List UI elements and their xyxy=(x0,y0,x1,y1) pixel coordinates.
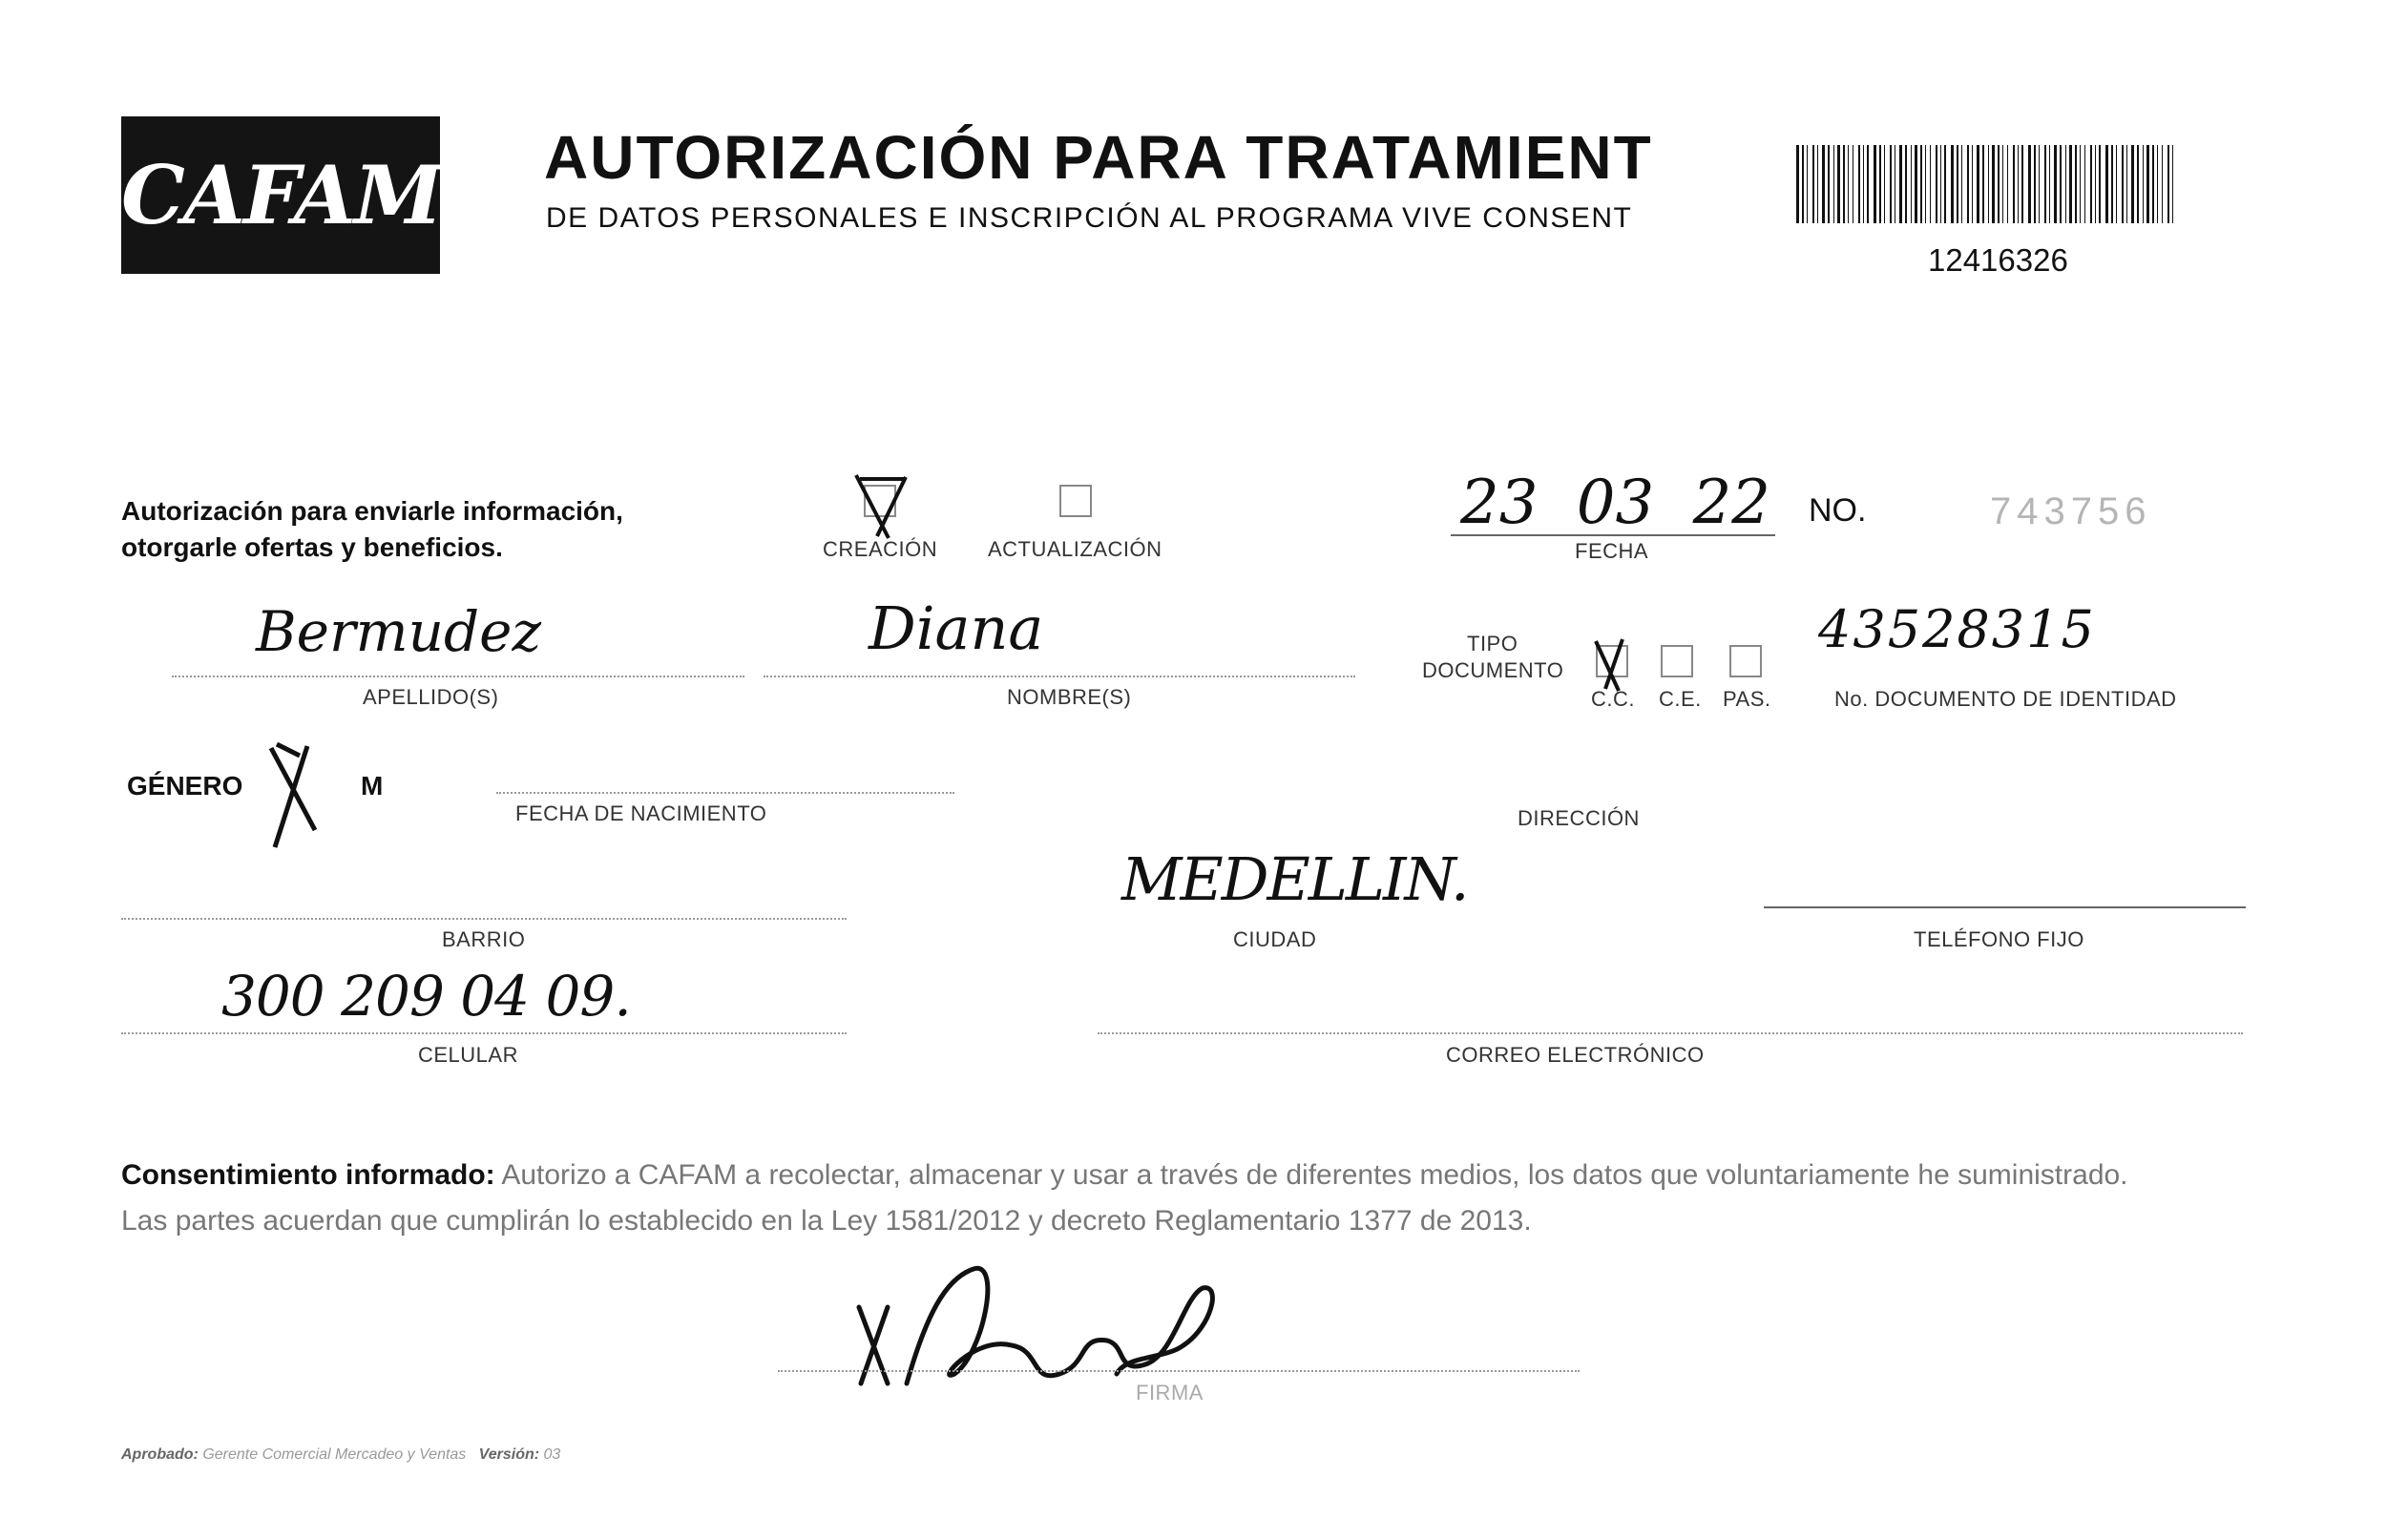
barcode-bar xyxy=(1879,145,1881,223)
barcode-bar xyxy=(1951,145,1954,223)
barcode-bar xyxy=(2162,145,2163,223)
barcode-bar xyxy=(2065,145,2066,223)
form-subtitle: DE DATOS PERSONALES E INSCRIPCIÓN AL PROGRAMA VIVE CONSENT xyxy=(546,202,1633,234)
barcode-bar xyxy=(1957,145,1958,223)
barcode-bar xyxy=(2028,145,2031,223)
barcode-bar xyxy=(1858,145,1860,223)
barcode-bar xyxy=(2122,145,2124,223)
documento-label: No. DOCUMENTO DE IDENTIDAD xyxy=(1834,687,2177,711)
signature-label: FIRMA xyxy=(1136,1381,1204,1404)
barcode-bar xyxy=(1915,145,1917,223)
form-title: AUTORIZACIÓN PARA TRATAMIENT xyxy=(544,123,1653,192)
barcode-bar xyxy=(2049,145,2050,223)
barcode xyxy=(1796,145,2178,223)
fecha-label: FECHA xyxy=(1575,539,1649,563)
ciudad-value: MEDELLIN. xyxy=(1121,844,1468,914)
barcode-bar xyxy=(1848,145,1849,223)
actualizacion-checkbox[interactable] xyxy=(1059,485,1092,517)
genero-f-mark xyxy=(258,735,344,859)
barcode-bar xyxy=(1812,145,1814,223)
barcode-bar xyxy=(1899,145,1902,223)
barcode-bar xyxy=(2137,145,2139,223)
correo-line xyxy=(1098,1032,2243,1034)
version-label: Versión: xyxy=(478,1446,540,1463)
barcode-bar xyxy=(1998,145,2000,223)
tipo-label-2: DOCUMENTO xyxy=(1422,658,1564,682)
documento-value: 43528315 xyxy=(1818,599,2096,659)
barcode-bar xyxy=(2146,145,2149,223)
barcode-bar xyxy=(1961,145,1962,223)
barcode-bar xyxy=(1977,145,1979,223)
consent-heading: Consentimiento informado: xyxy=(121,1159,495,1191)
barcode-bar xyxy=(2084,145,2085,223)
checkmark-x-icon xyxy=(850,469,917,546)
pas-label: PAS. xyxy=(1723,687,1771,711)
barcode-bar xyxy=(2157,145,2158,223)
aprobado-label: Aprobado: xyxy=(121,1446,199,1463)
consent-paragraph xyxy=(121,1153,2259,1244)
nombres-line xyxy=(764,676,1355,677)
tipo-label-1: TIPO xyxy=(1467,632,1518,655)
logo-text: CAFAM xyxy=(121,148,441,242)
pas-checkbox[interactable] xyxy=(1729,645,1762,677)
genero-label: GÉNERO xyxy=(127,771,243,801)
consent-text-2: Las partes acuerdan que cumplirán lo establecido en la Ley 1581/2012 y decreto Reglamentario 1377 de 2013. xyxy=(121,1205,1532,1237)
consent-text-1: Autorizo a CAFAM a recolectar, almacenar y usar a través de diferentes medios, los datos que voluntariamente he suministrado. xyxy=(494,1159,2128,1191)
barcode-number: 12416326 xyxy=(1928,242,2068,278)
barcode-bar xyxy=(2131,145,2134,223)
aprobado-value: Gerente Comercial Mercadeo y Ventas xyxy=(202,1446,467,1463)
ce-label: C.E. xyxy=(1659,687,1702,711)
barcode-bar xyxy=(2090,145,2092,223)
cc-label: C.C. xyxy=(1591,687,1635,711)
cafam-logo xyxy=(121,116,440,274)
fecha-line xyxy=(1451,534,1775,536)
barcode-bar xyxy=(2099,145,2101,223)
apellidos-line xyxy=(172,676,744,677)
barcode-bar xyxy=(1822,145,1825,223)
ce-checkbox[interactable] xyxy=(1661,645,1693,677)
barcode-bar xyxy=(1925,145,1926,223)
apellidos-label: APELLIDO(S) xyxy=(363,685,499,709)
creacion-label: CREACIÓN xyxy=(823,537,938,561)
ciudad-label: CIUDAD xyxy=(1233,927,1317,951)
barcode-bar xyxy=(1982,145,1984,223)
barcode-bar xyxy=(2039,145,2040,223)
barcode-bar xyxy=(1867,145,1869,223)
barcode-bar xyxy=(2002,145,2003,223)
barcode-bar xyxy=(1911,145,1912,223)
nombres-label: NOMBRE(S) xyxy=(1007,685,1132,709)
barcode-bar xyxy=(1940,145,1941,223)
barcode-bar xyxy=(2152,145,2154,223)
barcode-bar xyxy=(2013,145,2015,223)
barcode-bar xyxy=(2080,145,2081,223)
barcode-bar xyxy=(2021,145,2023,223)
version-value: 03 xyxy=(543,1446,561,1463)
celular-line xyxy=(121,1032,847,1034)
barcode-bar xyxy=(1817,145,1818,223)
barcode-bar xyxy=(1890,145,1892,223)
barcode-bar xyxy=(1930,145,1931,223)
no-value: 743756 xyxy=(1990,490,2152,532)
barrio-line xyxy=(121,918,847,920)
barcode-bar xyxy=(2095,145,2096,223)
actualizacion-label: ACTUALIZACIÓN xyxy=(988,537,1162,561)
barcode-bar xyxy=(1944,145,1946,223)
celular-label: CELULAR xyxy=(418,1043,518,1067)
barcode-bar xyxy=(1837,145,1840,223)
barcode-bar xyxy=(2018,145,2019,223)
intro-line-2: otorgarle ofertas y beneficios. xyxy=(121,532,503,562)
apellidos-value: Bermudez xyxy=(256,599,542,664)
barcode-bar xyxy=(1920,145,1922,223)
signature-image xyxy=(840,1240,1260,1403)
barcode-bar xyxy=(1972,145,1973,223)
nombres-value: Diana xyxy=(869,593,1044,663)
barcode-bar xyxy=(2007,145,2008,223)
correo-label: CORREO ELECTRÓNICO xyxy=(1446,1043,1705,1067)
barcode-bar xyxy=(1833,145,1834,223)
barcode-bar xyxy=(2054,145,2057,223)
direccion-label: DIRECCIÓN xyxy=(1518,806,1640,830)
genero-m-label: M xyxy=(361,771,384,801)
celular-value: 300 209 04 09. xyxy=(221,964,631,1029)
barcode-bar xyxy=(1884,145,1885,223)
fecha-nacimiento-label: FECHA DE NACIMIENTO xyxy=(515,801,767,825)
barcode-bar xyxy=(1988,145,1989,223)
barcode-bar xyxy=(2069,145,2072,223)
barcode-bar xyxy=(2116,145,2117,223)
no-label: NO. xyxy=(1809,492,1867,529)
barcode-bar xyxy=(1936,145,1937,223)
barcode-bar xyxy=(2172,145,2173,223)
barcode-bar xyxy=(1874,145,1876,223)
barcode-bar xyxy=(1967,145,1969,223)
creacion-checkbox[interactable] xyxy=(864,485,896,517)
barcode-bar xyxy=(2167,145,2169,223)
telefono-label: TELÉFONO FIJO xyxy=(1914,927,2084,951)
barcode-bar xyxy=(2126,145,2127,223)
fecha-value: 23 03 22 xyxy=(1460,468,1770,538)
barcode-bar xyxy=(1863,145,1864,223)
barcode-bar xyxy=(2111,145,2113,223)
telefono-line xyxy=(1764,906,2246,908)
footer-approval xyxy=(121,1446,560,1464)
barcode-bar xyxy=(2060,145,2062,223)
barcode-bar xyxy=(1807,145,1808,223)
barcode-bar xyxy=(1843,145,1845,223)
fecha-nacimiento-line xyxy=(496,792,954,794)
barcode-bar xyxy=(1992,145,1995,223)
barcode-bar xyxy=(2034,145,2036,223)
barcode-bar xyxy=(1905,145,1907,223)
barrio-label: BARRIO xyxy=(442,927,526,951)
barcode-bar xyxy=(1828,145,1830,223)
barcode-bar xyxy=(2143,145,2144,223)
barcode-bar xyxy=(1796,145,1799,223)
intro-line-1: Autorización para enviarle información, xyxy=(121,496,623,526)
barcode-bar xyxy=(2105,145,2108,223)
barcode-bar xyxy=(1802,145,1804,223)
cc-checkbox[interactable] xyxy=(1596,645,1628,677)
barcode-bar xyxy=(2044,145,2046,223)
signature-line xyxy=(778,1370,1580,1372)
barcode-bar xyxy=(2075,145,2077,223)
